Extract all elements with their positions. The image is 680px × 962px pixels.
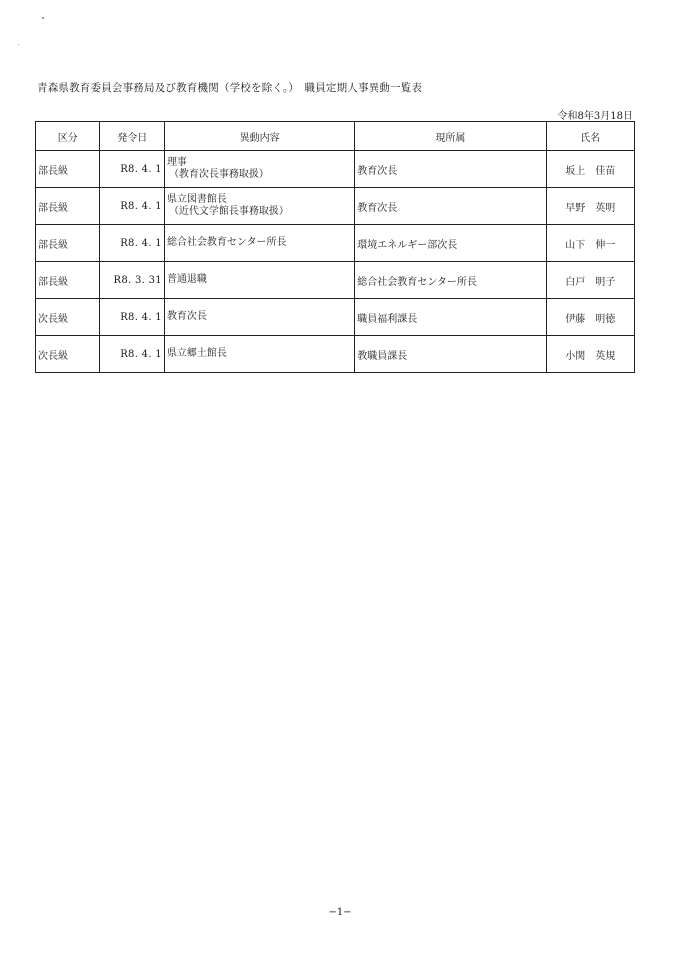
cell-kubun: 部長級: [36, 188, 100, 225]
cell-hatsurei: R8. 4. 1: [100, 299, 164, 336]
header-naiyo: 異動内容: [164, 122, 354, 151]
cell-genzai: 教職員課長: [355, 336, 546, 373]
cell-naiyo: [164, 225, 354, 262]
cell-hatsurei: R8. 3. 31: [100, 262, 164, 299]
cell-name: 白戸 明子: [546, 262, 634, 299]
cell-genzai: 教育次長: [355, 188, 546, 225]
cell-naiyo: [164, 151, 354, 188]
cell-hatsurei: R8. 4. 1: [100, 188, 164, 225]
cell-kubun: 次長級: [36, 299, 100, 336]
naiyo-line: 総合社会教育センター所長: [166, 237, 287, 248]
cell-genzai: 総合社会教育センター所長: [355, 262, 546, 299]
cell-genzai: 教育次長: [355, 151, 546, 188]
cell-naiyo: [164, 336, 354, 373]
cell-kubun: 部長級: [36, 151, 100, 188]
cell-hatsurei: R8. 4. 1: [100, 336, 164, 373]
naiyo-line: 教育次長: [166, 311, 207, 322]
cell-name: 小関 英規: [546, 336, 634, 373]
cell-name: 坂上 佳苗: [546, 151, 634, 188]
cell-hatsurei: R8. 4. 1: [100, 151, 164, 188]
naiyo-line: 県立郷土館長: [166, 348, 227, 359]
cell-kubun: 部長級: [36, 262, 100, 299]
scan-speck: [18, 44, 19, 45]
document-date: 令和8年3月18日: [557, 111, 633, 122]
cell-genzai: 環境エネルギー部次長: [355, 225, 546, 262]
naiyo-subline: （近代文学館長事務取扱）: [168, 206, 289, 217]
table-row: [36, 188, 635, 225]
header-genzai: 現所属: [355, 122, 546, 151]
cell-naiyo: [164, 299, 354, 336]
cell-name: 伊藤 明徳: [546, 299, 634, 336]
cell-name: 早野 英明: [546, 188, 634, 225]
header-kubun: 区分: [36, 122, 100, 151]
table-row: [36, 151, 635, 188]
cell-naiyo: [164, 188, 354, 225]
table-header-row: [36, 122, 635, 151]
header-hatsurei: 発令日: [100, 122, 164, 151]
naiyo-subline: （教育次長事務取扱）: [168, 169, 269, 180]
cell-name: 山下 伸一: [546, 225, 634, 262]
scan-speck: [42, 17, 44, 19]
naiyo-line: 県立図書館長: [166, 194, 227, 205]
table-row: [36, 225, 635, 262]
cell-hatsurei: R8. 4. 1: [100, 225, 164, 262]
cell-genzai: 職員福利課長: [355, 299, 546, 336]
cell-kubun: 次長級: [36, 336, 100, 373]
page-number: −1−: [328, 907, 352, 918]
table-row: [36, 299, 635, 336]
naiyo-line: 理事: [166, 157, 187, 168]
table-row: [36, 336, 635, 373]
header-name: 氏名: [546, 122, 634, 151]
table-row: [36, 262, 635, 299]
document-title: 青森県教育委員会事務局及び教育機関（学校を除く。） 職員定期人事異動一覧表: [37, 82, 423, 94]
cell-naiyo: [164, 262, 354, 299]
cell-kubun: 部長級: [36, 225, 100, 262]
personnel-table: [35, 121, 635, 373]
naiyo-line: 普通退職: [166, 274, 207, 285]
